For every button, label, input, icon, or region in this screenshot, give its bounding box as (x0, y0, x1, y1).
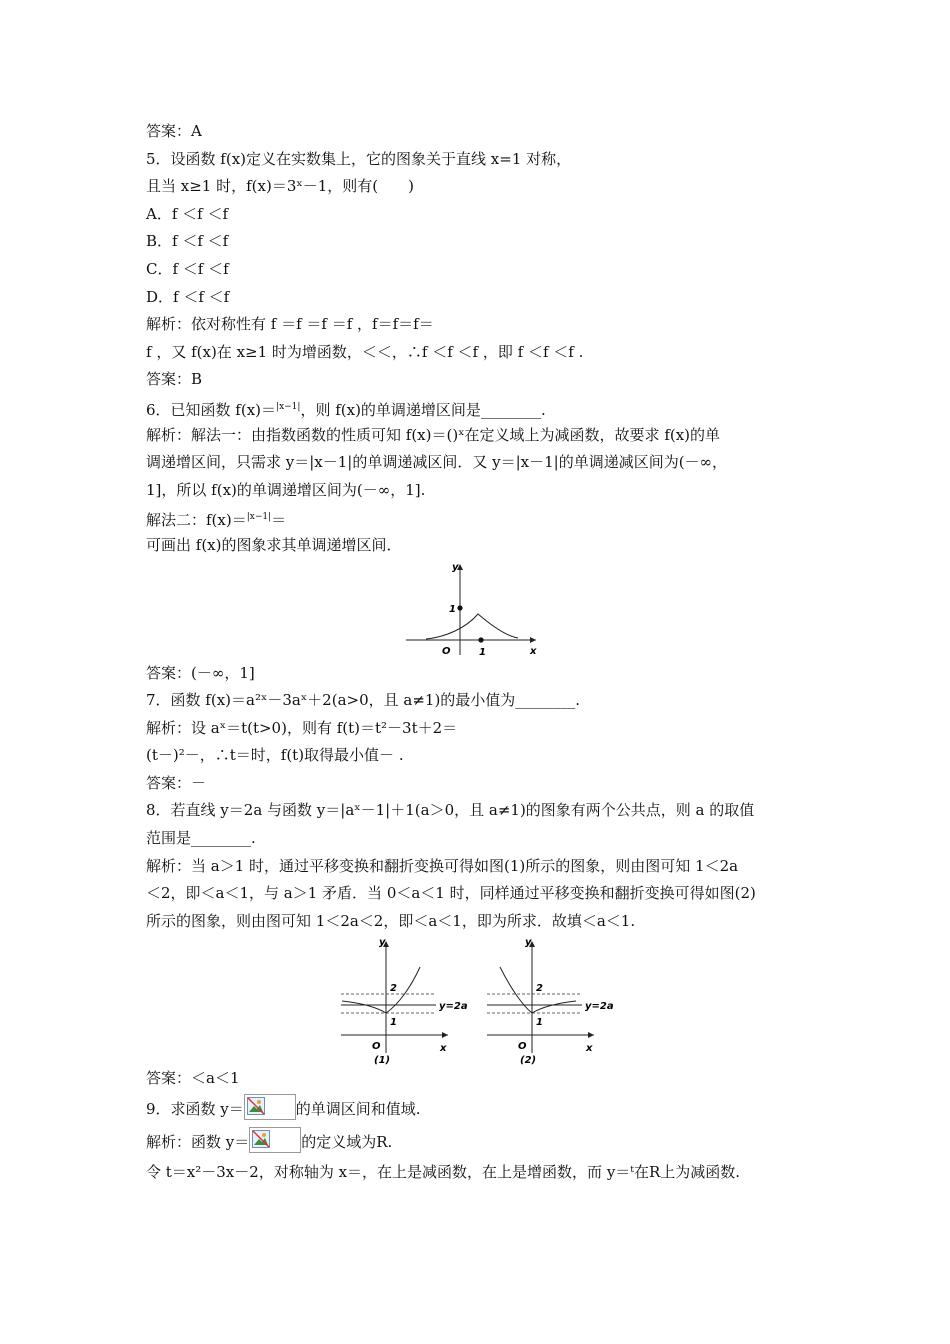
q6-text-b: ，则 f(x)的单调递增区间是________. (300, 400, 546, 419)
graph-8-2 (487, 937, 614, 1065)
question-5-line2: 且当 x≥1 时，f(x)＝3ˣ－1，则有( ) (146, 177, 414, 196)
graph-6-svg (146, 560, 818, 660)
curve (426, 614, 518, 639)
x-arrow-icon (588, 1032, 594, 1038)
solution-6-method2 (146, 504, 818, 532)
solution-5-line1: 解析：依对称性有 f ＝f ＝f ＝f ，f＝f＝f＝ (146, 315, 434, 334)
document-page (146, 118, 818, 1187)
option-b: B．f ＜f ＜f (146, 232, 229, 251)
answer-4: 答案：A (146, 122, 202, 140)
y-one-label: 1 (449, 603, 456, 615)
origin-label: O (442, 645, 451, 657)
point-1-0 (478, 637, 483, 642)
x-label: x (440, 1043, 447, 1055)
answer-5: 答案：B (146, 370, 203, 389)
curve-1 (342, 967, 420, 1013)
solution-5-line2: f ，又 f(x)在 x≥1 时为增函数，＜＜，∴f ＜f ＜f ，即 f ＜f ＜f . (146, 342, 584, 361)
solution-7-line2: (t－)²－，∴t＝时，f(t)取得最小值－ . (146, 746, 404, 765)
question-8-line2: 范围是________. (146, 829, 256, 848)
x-one-label: 1 (479, 646, 486, 658)
question-9 (146, 1093, 818, 1126)
x-arrow-icon (442, 1032, 448, 1038)
question-5-line1: 5．设函数 f(x)定义在实数集上，它的图象关于直线 x=1 对称， (146, 149, 572, 168)
solution-9-line2: 令 t＝x²－3x－2，对称轴为 x＝，在上是减函数，在上是增函数，而 y＝ᵗ在R上为减函数. (146, 1163, 741, 1182)
origin-label: O (372, 1041, 381, 1053)
solution-8-line1: 解析：当 a＞1 时，通过平移变换和翻折变换可得如图(1)所示的图象，则由图可知 1＜2a (146, 856, 739, 875)
q6-exponent: |x−1| (276, 401, 301, 412)
option-a: A．f ＜f ＜f (146, 204, 229, 223)
broken-image-icon (249, 1127, 301, 1153)
solution-6-line5: 可画出 f(x)的图象求其单调递增区间． (146, 535, 402, 554)
q9-text-a: 9．求函数 y＝ (146, 1100, 244, 1119)
figure-graph-6 (146, 560, 818, 660)
m2-text-b: ＝ (271, 511, 287, 530)
answer-7: 答案：－ (146, 773, 207, 792)
y-label: y (525, 937, 532, 949)
x-label: x (586, 1043, 593, 1055)
label-2: 2 (536, 983, 543, 995)
label-y2a: y=2a (439, 1001, 468, 1013)
question-7: 7．函数 f(x)＝a²ˣ－3aˣ＋2(a>0，且 a≠1)的最小值为________. (146, 691, 581, 710)
m2-exponent: |x−1| (246, 512, 272, 523)
y-label: y (379, 937, 386, 949)
m2-text-a: 解法二：f(x)＝ (146, 511, 247, 530)
graph-8-1 (341, 937, 468, 1065)
solution-6-line3: 1]，所以 f(x)的单调递增区间为(－∞，1]. (146, 480, 426, 499)
option-c: C．f ＜f ＜f (146, 259, 229, 278)
caption-1: (1) (374, 1055, 391, 1066)
answer-6: 答案：(－∞，1] (146, 663, 255, 682)
solution-6-line2: 调递增区间，只需求 y＝|x－1|的单调递减区间．又 y＝|x－1|的单调递减区间为(－∞， (146, 453, 728, 472)
solution-8-line2: ＜2，即＜a＜1，与 a＞1 矛盾．当 0＜a＜1 时，同样通过平移变换和翻折变换可得如图(2) (146, 884, 756, 903)
x-arrow-icon (530, 637, 536, 643)
q6-text-a: 6．已知函数 f(x)＝ (146, 400, 277, 419)
label-y2a: y=2a (585, 1001, 614, 1013)
y-label: y (452, 561, 459, 573)
label-1: 1 (536, 1017, 543, 1029)
broken-image-icon (244, 1094, 296, 1120)
figure-graphs-8 (146, 935, 818, 1065)
point-0-1 (457, 605, 462, 610)
question-6 (146, 394, 818, 422)
solution-7-line1: 解析：设 aˣ＝t(t>0)，则有 f(t)＝t²－3t＋2＝ (146, 718, 458, 737)
s9-text-b: 的定义域为R. (301, 1133, 393, 1152)
option-d: D．f ＜f ＜f (146, 287, 230, 306)
label-2: 2 (390, 983, 397, 995)
graphs-8-svg (146, 935, 818, 1065)
solution-6-line1: 解析：解法一：由指数函数的性质可知 f(x)＝()ˣ在定义域上为减函数，故要求 f(x)的单 (146, 425, 721, 444)
caption-2: (2) (520, 1055, 537, 1066)
answer-8: 答案：＜a＜1 (146, 1069, 240, 1088)
label-1: 1 (390, 1017, 397, 1029)
question-8-line1: 8．若直线 y＝2a 与函数 y＝|aˣ－1|＋1(a＞0，且 a≠1)的图象有两个公共点，则 a 的取值 (146, 801, 755, 820)
origin-label: O (518, 1041, 527, 1053)
s9-text-a: 解析：函数 y＝ (146, 1133, 250, 1152)
q9-text-b: 的单调区间和值域. (295, 1100, 421, 1119)
solution-8-line3: 所示的图象，则由图可知 1＜2a＜2，即＜a＜1，即为所求．故填＜a＜1. (146, 911, 636, 930)
x-label: x (530, 645, 537, 657)
solution-9-line1 (146, 1126, 818, 1159)
